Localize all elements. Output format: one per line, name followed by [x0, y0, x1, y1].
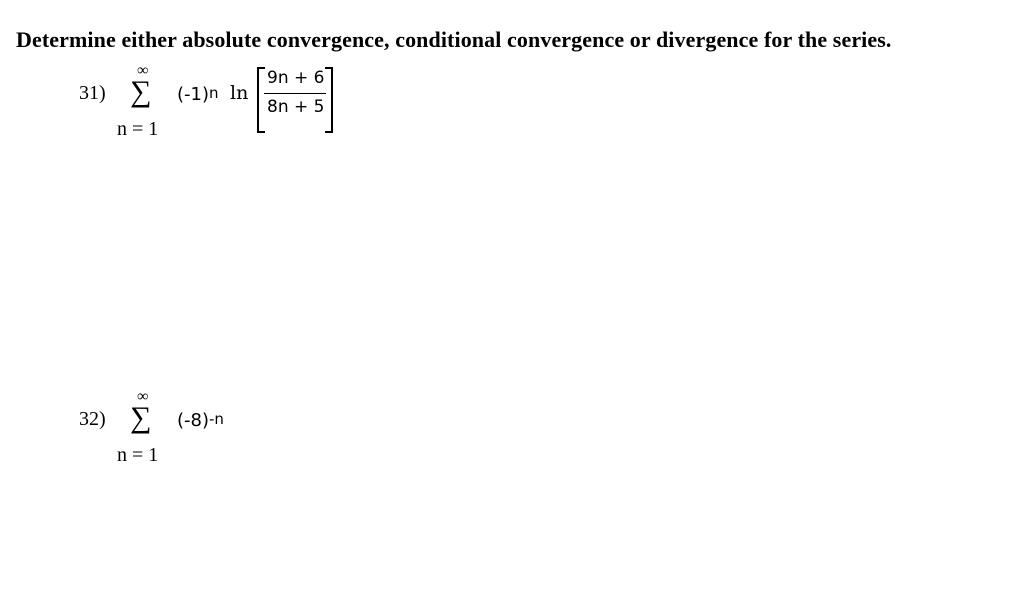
series-term — [177, 84, 219, 105]
lower-limit: n = 1 — [117, 118, 159, 140]
lower-limit: n = 1 — [117, 444, 159, 466]
problem-31 — [0, 60, 600, 180]
upper-limit: ∞ — [137, 388, 149, 405]
instructions-heading: Determine either absolute convergence, conditional convergence or divergence for the series. — [16, 27, 892, 52]
term-exponent: n — [209, 84, 219, 102]
right-bracket — [325, 67, 333, 133]
series-term — [177, 410, 224, 431]
fraction-denominator: 8n + 5 — [267, 97, 325, 117]
problem-32 — [0, 386, 600, 506]
problem-number: 32) — [79, 408, 106, 430]
sigma-symbol: ∑ — [130, 401, 152, 434]
upper-limit: ∞ — [137, 62, 149, 79]
problem-number: 31) — [79, 82, 106, 104]
ln-function: ln — [230, 82, 249, 104]
left-bracket — [257, 67, 265, 133]
term-base: (-8) — [177, 410, 209, 431]
fraction-bar — [264, 93, 326, 94]
sigma-symbol: ∑ — [130, 75, 152, 108]
fraction-numerator: 9n + 6 — [267, 68, 325, 88]
term-base: (-1) — [177, 84, 209, 105]
term-exponent: -n — [209, 410, 224, 428]
